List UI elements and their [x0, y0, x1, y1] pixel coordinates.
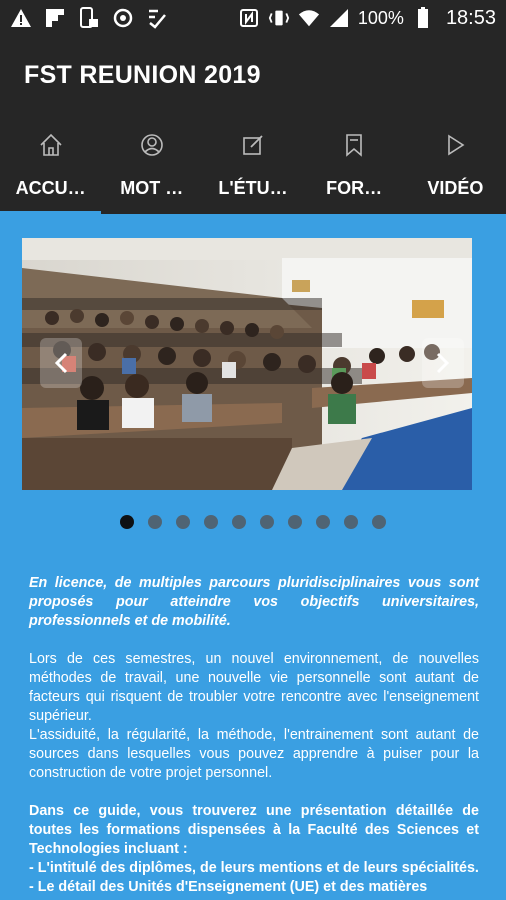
carousel-dot[interactable]: [176, 515, 190, 529]
app-title: FST REUNION 2019: [24, 60, 261, 89]
carousel-dot[interactable]: [148, 515, 162, 529]
carousel-dot[interactable]: [120, 515, 134, 529]
signal-icon: [328, 7, 350, 29]
tab-label: VIDÉO: [427, 178, 484, 198]
task-check-icon: [146, 7, 168, 29]
tab-label: L'ÉTU…: [218, 178, 288, 198]
chevron-right-icon: [436, 352, 450, 374]
tab-formations[interactable]: [304, 114, 405, 214]
play-icon: [442, 132, 468, 158]
guide-bullet-unites: - Le détail des Unités d'Enseignement (UE) et des matières: [29, 879, 428, 895]
carousel-dot[interactable]: [316, 515, 330, 529]
carousel-indicators: [0, 515, 506, 529]
paragraph-environment: Lors de ces semestres, un nouvel environnement, de nouvelles méthodes de travail, une nouvelle vie personnelle sont autant de facteurs qui risquent de troubler votre rencontre avec l'enseignement supérieur.: [29, 651, 479, 724]
tab-mot[interactable]: [101, 114, 202, 214]
flipboard-icon: [44, 7, 66, 29]
tab-label: ACCU…: [15, 178, 86, 198]
lecture-hall-photo: [22, 238, 472, 490]
carousel-dot[interactable]: [372, 515, 386, 529]
warning-icon: [10, 7, 32, 29]
sync-icon: [112, 7, 134, 29]
chevron-left-icon: [54, 352, 68, 374]
status-left-icons: [10, 7, 168, 29]
carousel-dot[interactable]: [288, 515, 302, 529]
person-icon: [139, 132, 165, 158]
carousel-next-button[interactable]: [422, 338, 464, 388]
tab-bar: [0, 114, 506, 214]
guide-bullet-diplomes: - L'intitulé des diplômes, de leurs mentions et de leurs spécialités.: [29, 860, 479, 876]
edit-icon: [240, 132, 266, 158]
article-content: [29, 574, 479, 897]
battery-icon: [412, 7, 434, 29]
guide-intro-text: Dans ce guide, vous trouverez une présentation détaillée de toutes les formations dispensées à la Faculté des Sciences et Technologies incluant :: [29, 803, 479, 857]
status-right-icons: [238, 7, 496, 30]
image-carousel[interactable]: [22, 238, 472, 490]
intro-text: En licence, de multiples parcours pluridisciplinaires vous sont proposés pour atteindre vos objectifs universitaires, professionnels et de mobilité.: [29, 575, 479, 629]
carousel-dot[interactable]: [344, 515, 358, 529]
tab-label: MOT …: [120, 178, 184, 198]
carousel-dot[interactable]: [260, 515, 274, 529]
tab-accueil[interactable]: [0, 114, 101, 214]
bookmark-icon: [341, 132, 367, 158]
carousel-prev-button[interactable]: [40, 338, 82, 388]
status-bar: [0, 0, 506, 36]
wifi-icon: [298, 7, 320, 29]
home-icon: [38, 132, 64, 158]
status-time: 18:53: [445, 6, 496, 29]
app-bar: [0, 36, 506, 114]
tab-etudiant[interactable]: [202, 114, 303, 214]
carousel-dot[interactable]: [204, 515, 218, 529]
vibrate-icon: [268, 7, 290, 29]
tab-video[interactable]: [405, 114, 506, 214]
paragraph-assiduite: L'assiduité, la régularité, la méthode, l'entrainement sont autant de sources dans lesquelles vous pouvez apprendre à puiser pour la construction de votre projet personnel.: [29, 727, 479, 781]
carousel-dot[interactable]: [232, 515, 246, 529]
battery-percent: 100%: [357, 7, 404, 28]
nfc-icon: [238, 7, 260, 29]
phone-lock-icon: [78, 7, 100, 29]
tab-label: FOR…: [326, 178, 383, 198]
